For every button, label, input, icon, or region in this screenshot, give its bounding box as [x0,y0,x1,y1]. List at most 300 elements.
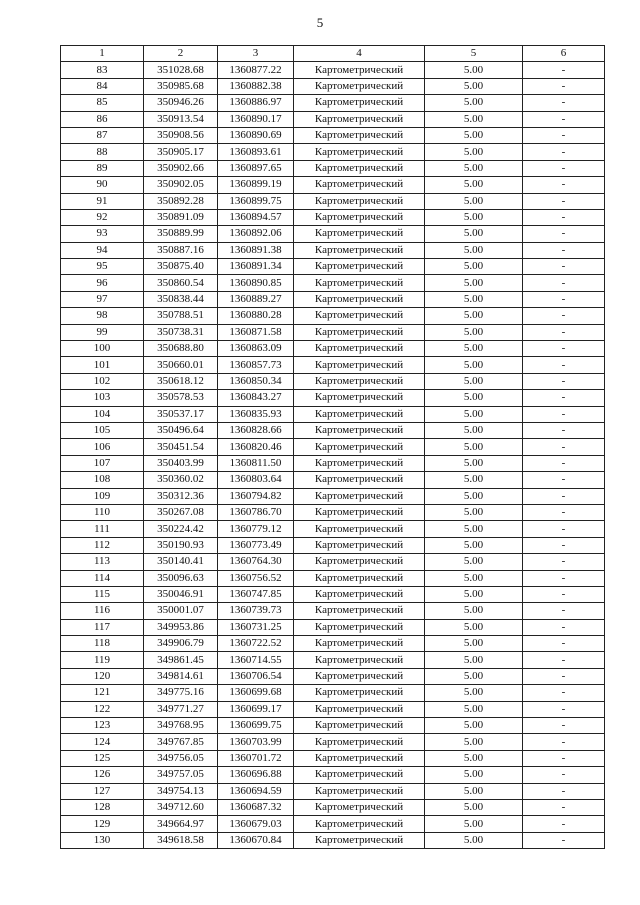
table-row [61,619,605,635]
method-cell: Картометрический [294,570,425,586]
y-coordinate-cell: 1360703.99 [218,734,294,750]
page-number: 5 [316,15,324,30]
accuracy-cell: 5.00 [425,521,523,537]
point-number-cell: 128 [61,799,144,815]
note-cell: - [523,439,605,455]
table-row [61,439,605,455]
point-number-cell: 84 [61,78,144,94]
table-row [61,324,605,340]
note-cell: - [523,144,605,160]
y-coordinate-cell: 1360889.27 [218,291,294,307]
x-coordinate-cell: 350902.05 [144,177,218,193]
method-cell: Картометрический [294,422,425,438]
note-cell: - [523,652,605,668]
x-coordinate-cell: 349767.85 [144,734,218,750]
header-row [61,46,605,62]
point-number-cell: 115 [61,586,144,602]
x-coordinate-cell: 350892.28 [144,193,218,209]
note-cell: - [523,783,605,799]
y-coordinate-cell: 1360699.68 [218,685,294,701]
note-cell: - [523,767,605,783]
method-cell: Картометрический [294,259,425,275]
accuracy-cell: 5.00 [425,373,523,389]
point-number-cell: 89 [61,160,144,176]
y-coordinate-cell: 1360828.66 [218,422,294,438]
table-row [61,734,605,750]
x-coordinate-cell: 350001.07 [144,603,218,619]
table-row [61,537,605,553]
x-coordinate-cell: 349757.05 [144,767,218,783]
note-cell: - [523,111,605,127]
note-cell: - [523,259,605,275]
note-cell: - [523,242,605,258]
x-coordinate-cell: 350618.12 [144,373,218,389]
table-row [61,832,605,848]
point-number-cell: 96 [61,275,144,291]
method-cell: Картометрический [294,127,425,143]
x-coordinate-cell: 349664.97 [144,816,218,832]
table-row [61,586,605,602]
y-coordinate-cell: 1360722.52 [218,636,294,652]
x-coordinate-cell: 350738.31 [144,324,218,340]
method-cell: Картометрический [294,193,425,209]
table-row [61,422,605,438]
x-coordinate-cell: 351028.68 [144,62,218,78]
table-row [61,193,605,209]
note-cell: - [523,78,605,94]
point-number-cell: 107 [61,455,144,471]
y-coordinate-cell: 1360764.30 [218,554,294,570]
y-coordinate-cell: 1360687.32 [218,799,294,815]
table-row [61,504,605,520]
method-cell: Картометрический [294,455,425,471]
x-coordinate-cell: 350913.54 [144,111,218,127]
method-cell: Картометрический [294,554,425,570]
table-row [61,799,605,815]
y-coordinate-cell: 1360899.75 [218,193,294,209]
table-row [61,390,605,406]
accuracy-cell: 5.00 [425,127,523,143]
table-row [61,783,605,799]
table-row [61,652,605,668]
accuracy-cell: 5.00 [425,357,523,373]
x-coordinate-cell: 350985.68 [144,78,218,94]
method-cell: Картометрический [294,701,425,717]
accuracy-cell: 5.00 [425,62,523,78]
x-coordinate-cell: 349814.61 [144,668,218,684]
accuracy-cell: 5.00 [425,259,523,275]
method-cell: Картометрический [294,390,425,406]
note-cell: - [523,636,605,652]
point-number-cell: 88 [61,144,144,160]
x-coordinate-cell: 350578.53 [144,390,218,406]
method-cell: Картометрический [294,685,425,701]
method-cell: Картометрический [294,619,425,635]
note-cell: - [523,455,605,471]
accuracy-cell: 5.00 [425,750,523,766]
y-coordinate-cell: 1360803.64 [218,472,294,488]
note-cell: - [523,341,605,357]
method-cell: Картометрический [294,275,425,291]
note-cell: - [523,685,605,701]
point-number-cell: 109 [61,488,144,504]
x-coordinate-cell: 350403.99 [144,455,218,471]
accuracy-cell: 5.00 [425,718,523,734]
accuracy-cell: 5.00 [425,406,523,422]
x-coordinate-cell: 349953.86 [144,619,218,635]
note-cell: - [523,603,605,619]
point-number-cell: 106 [61,439,144,455]
method-cell: Картометрический [294,439,425,455]
x-coordinate-cell: 350889.99 [144,226,218,242]
point-number-cell: 126 [61,767,144,783]
method-cell: Картометрический [294,308,425,324]
note-cell: - [523,554,605,570]
method-cell: Картометрический [294,783,425,799]
accuracy-cell: 5.00 [425,275,523,291]
accuracy-cell: 5.00 [425,586,523,602]
point-number-cell: 92 [61,209,144,225]
y-coordinate-cell: 1360894.57 [218,209,294,225]
point-number-cell: 91 [61,193,144,209]
accuracy-cell: 5.00 [425,439,523,455]
note-cell: - [523,521,605,537]
note-cell: - [523,799,605,815]
y-coordinate-cell: 1360877.22 [218,62,294,78]
accuracy-cell: 5.00 [425,504,523,520]
point-number-cell: 112 [61,537,144,553]
note-cell: - [523,816,605,832]
table-row [61,816,605,832]
header-cell-1: 1 [61,46,144,62]
note-cell: - [523,62,605,78]
accuracy-cell: 5.00 [425,603,523,619]
table-row [61,275,605,291]
note-cell: - [523,226,605,242]
point-number-cell: 86 [61,111,144,127]
method-cell: Картометрический [294,160,425,176]
method-cell: Картометрический [294,799,425,815]
y-coordinate-cell: 1360863.09 [218,341,294,357]
point-number-cell: 123 [61,718,144,734]
y-coordinate-cell: 1360699.75 [218,718,294,734]
accuracy-cell: 5.00 [425,701,523,717]
note-cell: - [523,472,605,488]
note-cell: - [523,308,605,324]
note-cell: - [523,177,605,193]
note-cell: - [523,668,605,684]
table-row [61,291,605,307]
table-row [61,406,605,422]
table-row [61,685,605,701]
method-cell: Картометрический [294,750,425,766]
y-coordinate-cell: 1360794.82 [218,488,294,504]
x-coordinate-cell: 349771.27 [144,701,218,717]
y-coordinate-cell: 1360886.97 [218,95,294,111]
x-coordinate-cell: 350224.42 [144,521,218,537]
table-row [61,488,605,504]
table-row [61,127,605,143]
accuracy-cell: 5.00 [425,144,523,160]
header-cell-2: 2 [144,46,218,62]
method-cell: Картометрический [294,734,425,750]
table-row [61,767,605,783]
y-coordinate-cell: 1360882.38 [218,78,294,94]
y-coordinate-cell: 1360694.59 [218,783,294,799]
method-cell: Картометрический [294,832,425,848]
table-row [61,521,605,537]
y-coordinate-cell: 1360699.17 [218,701,294,717]
accuracy-cell: 5.00 [425,111,523,127]
table-row [61,570,605,586]
note-cell: - [523,734,605,750]
table-header [61,46,605,62]
accuracy-cell: 5.00 [425,341,523,357]
x-coordinate-cell: 350267.08 [144,504,218,520]
point-number-cell: 124 [61,734,144,750]
method-cell: Картометрический [294,652,425,668]
x-coordinate-cell: 350496.64 [144,422,218,438]
point-number-cell: 117 [61,619,144,635]
method-cell: Картометрический [294,488,425,504]
y-coordinate-cell: 1360670.84 [218,832,294,848]
method-cell: Картометрический [294,177,425,193]
table-row [61,668,605,684]
point-number-cell: 93 [61,226,144,242]
x-coordinate-cell: 350902.66 [144,160,218,176]
y-coordinate-cell: 1360739.73 [218,603,294,619]
method-cell: Картометрический [294,603,425,619]
y-coordinate-cell: 1360773.49 [218,537,294,553]
y-coordinate-cell: 1360706.54 [218,668,294,684]
y-coordinate-cell: 1360891.34 [218,259,294,275]
point-number-cell: 119 [61,652,144,668]
y-coordinate-cell: 1360891.38 [218,242,294,258]
table-row [61,209,605,225]
y-coordinate-cell: 1360835.93 [218,406,294,422]
point-number-cell: 108 [61,472,144,488]
y-coordinate-cell: 1360756.52 [218,570,294,586]
note-cell: - [523,275,605,291]
accuracy-cell: 5.00 [425,242,523,258]
table-row [61,78,605,94]
y-coordinate-cell: 1360714.55 [218,652,294,668]
point-number-cell: 104 [61,406,144,422]
header-cell-3: 3 [218,46,294,62]
point-number-cell: 110 [61,504,144,520]
note-cell: - [523,209,605,225]
method-cell: Картометрический [294,537,425,553]
x-coordinate-cell: 350891.09 [144,209,218,225]
coordinates-table [60,45,605,849]
y-coordinate-cell: 1360786.70 [218,504,294,520]
point-number-cell: 87 [61,127,144,143]
y-coordinate-cell: 1360893.61 [218,144,294,160]
accuracy-cell: 5.00 [425,78,523,94]
note-cell: - [523,406,605,422]
table-row [61,62,605,78]
method-cell: Картометрический [294,472,425,488]
note-cell: - [523,701,605,717]
x-coordinate-cell: 349861.45 [144,652,218,668]
y-coordinate-cell: 1360779.12 [218,521,294,537]
x-coordinate-cell: 350140.41 [144,554,218,570]
table-row [61,373,605,389]
note-cell: - [523,504,605,520]
table-row [61,554,605,570]
y-coordinate-cell: 1360811.50 [218,455,294,471]
accuracy-cell: 5.00 [425,668,523,684]
table-row [61,226,605,242]
point-number-cell: 130 [61,832,144,848]
method-cell: Картометрический [294,521,425,537]
x-coordinate-cell: 350946.26 [144,95,218,111]
point-number-cell: 97 [61,291,144,307]
point-number-cell: 98 [61,308,144,324]
accuracy-cell: 5.00 [425,799,523,815]
accuracy-cell: 5.00 [425,734,523,750]
x-coordinate-cell: 350660.01 [144,357,218,373]
x-coordinate-cell: 349775.16 [144,685,218,701]
table-row [61,341,605,357]
accuracy-cell: 5.00 [425,685,523,701]
point-number-cell: 102 [61,373,144,389]
table-row [61,701,605,717]
method-cell: Картометрический [294,373,425,389]
point-number-cell: 129 [61,816,144,832]
point-number-cell: 99 [61,324,144,340]
method-cell: Картометрический [294,816,425,832]
x-coordinate-cell: 349712.60 [144,799,218,815]
method-cell: Картометрический [294,291,425,307]
method-cell: Картометрический [294,357,425,373]
note-cell: - [523,832,605,848]
point-number-cell: 121 [61,685,144,701]
point-number-cell: 101 [61,357,144,373]
y-coordinate-cell: 1360871.58 [218,324,294,340]
x-coordinate-cell: 349756.05 [144,750,218,766]
header-cell-5: 5 [425,46,523,62]
point-number-cell: 100 [61,341,144,357]
method-cell: Картометрический [294,209,425,225]
method-cell: Картометрический [294,242,425,258]
x-coordinate-cell: 350688.80 [144,341,218,357]
x-coordinate-cell: 350860.54 [144,275,218,291]
note-cell: - [523,324,605,340]
y-coordinate-cell: 1360899.19 [218,177,294,193]
accuracy-cell: 5.00 [425,160,523,176]
accuracy-cell: 5.00 [425,209,523,225]
method-cell: Картометрический [294,718,425,734]
note-cell: - [523,619,605,635]
table-row [61,177,605,193]
accuracy-cell: 5.00 [425,455,523,471]
y-coordinate-cell: 1360857.73 [218,357,294,373]
note-cell: - [523,127,605,143]
point-number-cell: 103 [61,390,144,406]
method-cell: Картометрический [294,95,425,111]
x-coordinate-cell: 350360.02 [144,472,218,488]
x-coordinate-cell: 350908.56 [144,127,218,143]
method-cell: Картометрический [294,341,425,357]
x-coordinate-cell: 350537.17 [144,406,218,422]
point-number-cell: 94 [61,242,144,258]
accuracy-cell: 5.00 [425,390,523,406]
accuracy-cell: 5.00 [425,554,523,570]
method-cell: Картометрический [294,62,425,78]
x-coordinate-cell: 349906.79 [144,636,218,652]
table-row [61,111,605,127]
accuracy-cell: 5.00 [425,177,523,193]
accuracy-cell: 5.00 [425,816,523,832]
point-number-cell: 120 [61,668,144,684]
y-coordinate-cell: 1360696.88 [218,767,294,783]
method-cell: Картометрический [294,504,425,520]
point-number-cell: 116 [61,603,144,619]
x-coordinate-cell: 350838.44 [144,291,218,307]
x-coordinate-cell: 350312.36 [144,488,218,504]
y-coordinate-cell: 1360890.85 [218,275,294,291]
method-cell: Картометрический [294,111,425,127]
x-coordinate-cell: 350788.51 [144,308,218,324]
table-row [61,718,605,734]
accuracy-cell: 5.00 [425,570,523,586]
point-number-cell: 127 [61,783,144,799]
point-number-cell: 95 [61,259,144,275]
table-row [61,357,605,373]
note-cell: - [523,291,605,307]
point-number-cell: 85 [61,95,144,111]
accuracy-cell: 5.00 [425,488,523,504]
method-cell: Картометрический [294,406,425,422]
x-coordinate-cell: 350887.16 [144,242,218,258]
y-coordinate-cell: 1360820.46 [218,439,294,455]
y-coordinate-cell: 1360747.85 [218,586,294,602]
y-coordinate-cell: 1360679.03 [218,816,294,832]
note-cell: - [523,193,605,209]
accuracy-cell: 5.00 [425,193,523,209]
accuracy-cell: 5.00 [425,619,523,635]
y-coordinate-cell: 1360897.65 [218,160,294,176]
table-row [61,603,605,619]
y-coordinate-cell: 1360880.28 [218,308,294,324]
table-row [61,144,605,160]
point-number-cell: 90 [61,177,144,193]
method-cell: Картометрический [294,668,425,684]
table-row [61,160,605,176]
note-cell: - [523,373,605,389]
x-coordinate-cell: 350905.17 [144,144,218,160]
method-cell: Картометрический [294,78,425,94]
point-number-cell: 105 [61,422,144,438]
note-cell: - [523,390,605,406]
table-row [61,259,605,275]
note-cell: - [523,95,605,111]
y-coordinate-cell: 1360890.69 [218,127,294,143]
x-coordinate-cell: 349618.58 [144,832,218,848]
note-cell: - [523,718,605,734]
point-number-cell: 114 [61,570,144,586]
accuracy-cell: 5.00 [425,291,523,307]
accuracy-cell: 5.00 [425,652,523,668]
y-coordinate-cell: 1360892.06 [218,226,294,242]
method-cell: Картометрический [294,586,425,602]
x-coordinate-cell: 350046.91 [144,586,218,602]
method-cell: Картометрический [294,144,425,160]
note-cell: - [523,422,605,438]
accuracy-cell: 5.00 [425,832,523,848]
table-body [61,62,605,849]
